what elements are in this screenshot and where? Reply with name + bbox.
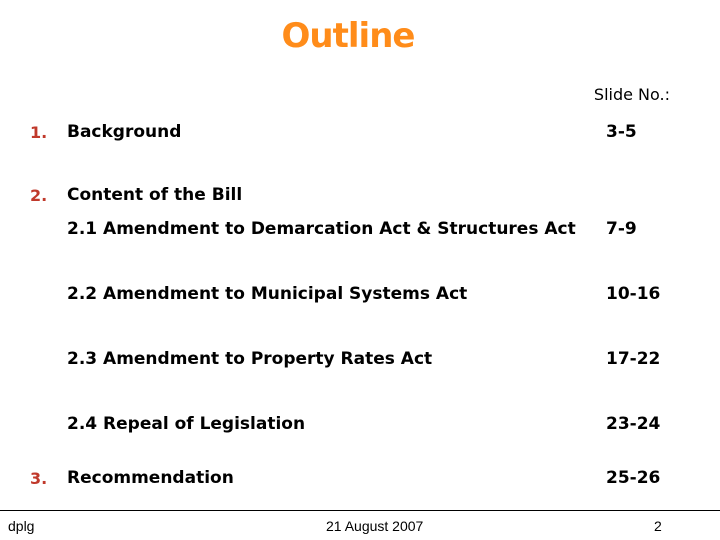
slide-number-column-header: Slide No.: [593, 85, 670, 104]
outline-item [0, 468, 720, 494]
item-pages: 23-24 [606, 414, 661, 434]
item-label: Background [67, 122, 182, 142]
outline-subitem [0, 219, 720, 245]
item-number: 2. [30, 186, 48, 205]
item-pages: 17-22 [606, 349, 661, 369]
outline-subitem [0, 349, 720, 375]
item-pages: 25-26 [606, 468, 661, 488]
footer-organization: dplg [8, 518, 35, 534]
footer-divider [0, 510, 720, 511]
item-label: 2.3 Amendment to Property Rates Act [67, 349, 433, 369]
item-number: 1. [30, 123, 48, 142]
item-number: 3. [30, 469, 48, 488]
footer-date: 21 August 2007 [326, 518, 424, 534]
item-label: 2.4 Repeal of Legislation [67, 414, 306, 434]
item-label: Recommendation [67, 468, 234, 488]
item-label: 2.1 Amendment to Demarcation Act & Structures Act [67, 219, 576, 239]
item-label: Content of the Bill [67, 185, 243, 205]
item-label: 2.2 Amendment to Municipal Systems Act [67, 284, 468, 304]
item-pages: 7-9 [606, 219, 637, 239]
outline-item [0, 185, 720, 211]
outline-subitem [0, 414, 720, 440]
item-pages: 10-16 [606, 284, 661, 304]
outline-item [0, 122, 720, 148]
footer-slide-number: 2 [654, 518, 662, 534]
outline-subitem [0, 284, 720, 310]
slide-title: Outline [281, 16, 415, 56]
item-pages: 3-5 [606, 122, 637, 142]
